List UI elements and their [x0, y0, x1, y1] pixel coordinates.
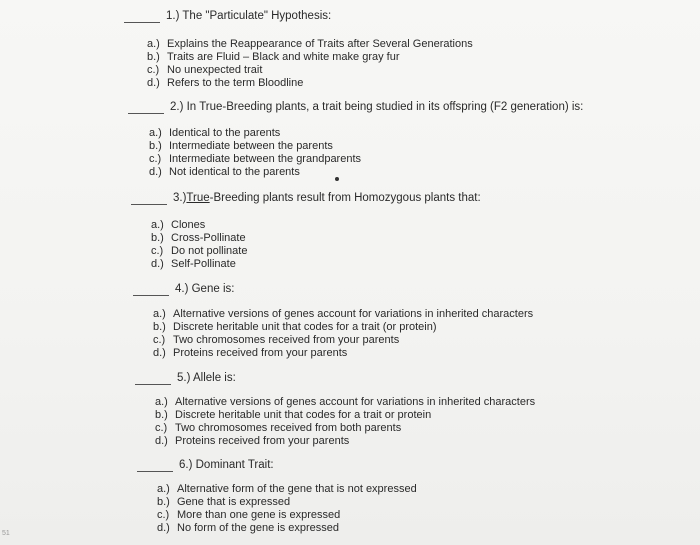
option-d — [155, 435, 535, 448]
option-d — [149, 166, 361, 179]
question-1 — [124, 10, 331, 23]
question-header — [128, 101, 583, 114]
question-header — [124, 10, 331, 23]
option-text: Proteins received from your parents — [175, 435, 350, 447]
option-b — [153, 321, 533, 334]
option-b — [149, 140, 361, 153]
question-4-options — [153, 308, 533, 360]
option-text: Explains the Reappearance of Traits after Several Generations — [167, 38, 473, 50]
option-letter: d.) — [155, 435, 168, 447]
answer-blank[interactable] — [135, 374, 171, 385]
question-text: 5.) Allele is: — [177, 372, 236, 384]
question-3-options — [151, 219, 247, 271]
question-3 — [131, 192, 481, 205]
option-text: Traits are Fluid – Black and white make gray fur — [167, 51, 400, 63]
option-letter: b.) — [149, 140, 162, 152]
option-c — [155, 422, 535, 435]
option-c — [151, 245, 247, 258]
answer-blank[interactable] — [128, 103, 164, 114]
option-d — [147, 77, 473, 90]
option-letter: a.) — [147, 38, 160, 50]
option-letter: d.) — [147, 77, 160, 89]
option-text: Alternative versions of genes account for variations in inherited characters — [173, 308, 534, 320]
option-text: Self-Pollinate — [171, 258, 236, 270]
option-letter: a.) — [153, 308, 166, 320]
question-5-options — [155, 396, 535, 448]
option-text: Alternative versions of genes account for variations in inherited characters — [175, 396, 536, 408]
option-letter: b.) — [147, 51, 160, 63]
question-text: 6.) Dominant Trait: — [179, 459, 274, 471]
option-letter: c.) — [153, 334, 166, 346]
question-header — [137, 459, 274, 472]
question-header — [135, 372, 236, 385]
option-c — [149, 153, 361, 166]
option-letter: d.) — [157, 522, 170, 534]
option-letter: a.) — [151, 219, 164, 231]
question-header — [131, 192, 481, 205]
option-c — [147, 64, 473, 77]
question-text: 4.) Gene is: — [175, 283, 235, 295]
option-letter: b.) — [153, 321, 166, 333]
answer-blank[interactable] — [131, 194, 167, 205]
option-text: Two chromosomes received from both parents — [175, 422, 402, 434]
question-6-options — [157, 483, 417, 535]
option-a — [149, 127, 361, 140]
option-text: No unexpected trait — [167, 64, 263, 76]
option-text: Discrete heritable unit that codes for a trait (or protein) — [173, 321, 437, 333]
question-text-underlined: True — [186, 192, 210, 204]
question-header — [133, 283, 234, 296]
option-letter: b.) — [151, 232, 164, 244]
option-text: Gene that is expressed — [177, 496, 291, 508]
option-text: Refers to the term Bloodline — [167, 77, 304, 89]
option-text: Clones — [171, 219, 206, 231]
question-5 — [135, 372, 236, 385]
option-text: Identical to the parents — [169, 127, 281, 139]
option-letter: a.) — [149, 127, 162, 139]
option-letter: b.) — [155, 409, 168, 421]
option-text: Discrete heritable unit that codes for a trait or protein — [175, 409, 432, 421]
option-letter: d.) — [151, 258, 164, 270]
answer-blank[interactable] — [137, 461, 173, 472]
page-number: 51 — [2, 530, 10, 537]
question-6 — [137, 459, 274, 472]
option-c — [153, 334, 533, 347]
option-letter: b.) — [157, 496, 170, 508]
option-a — [151, 219, 247, 232]
option-letter: c.) — [149, 153, 162, 165]
option-text: Proteins received from your parents — [173, 347, 348, 359]
option-letter: d.) — [153, 347, 166, 359]
answer-blank[interactable] — [124, 12, 160, 23]
option-text: Two chromosomes received from your parents — [173, 334, 400, 346]
option-a — [147, 38, 473, 51]
option-b — [157, 496, 417, 509]
answer-blank[interactable] — [133, 285, 169, 296]
option-letter: d.) — [149, 166, 162, 178]
option-a — [155, 396, 535, 409]
option-text: No form of the gene is expressed — [177, 522, 340, 534]
option-b — [155, 409, 535, 422]
option-text: More than one gene is expressed — [177, 509, 341, 521]
question-4 — [133, 283, 234, 296]
option-d — [153, 347, 533, 360]
option-c — [157, 509, 417, 522]
option-letter: c.) — [157, 509, 170, 521]
option-text: Intermediate between the parents — [169, 140, 333, 152]
option-letter: c.) — [155, 422, 168, 434]
option-text: Not identical to the parents — [169, 166, 300, 178]
option-text: Intermediate between the grandparents — [169, 153, 362, 165]
option-a — [157, 483, 417, 496]
question-number: 3.) — [173, 192, 187, 204]
question-2-options — [149, 127, 361, 179]
option-text: Cross-Pollinate — [171, 232, 246, 244]
option-letter: a.) — [157, 483, 170, 495]
option-d — [157, 522, 417, 535]
option-text: Do not pollinate — [171, 245, 248, 257]
option-letter: c.) — [147, 64, 160, 76]
question-text: 2.) In True-Breeding plants, a trait being studied in its offspring (F2 generation) is: — [170, 101, 584, 113]
stray-mark — [335, 177, 339, 181]
question-text: 1.) The "Particulate" Hypothesis: — [166, 10, 332, 22]
option-text: Alternative form of the gene that is not expressed — [177, 483, 417, 495]
option-letter: a.) — [155, 396, 168, 408]
option-b — [147, 51, 473, 64]
question-text: -Breeding plants result from Homozygous plants that: — [209, 192, 481, 204]
question-1-options — [147, 38, 473, 90]
question-2 — [128, 101, 583, 114]
option-d — [151, 258, 247, 271]
option-a — [153, 308, 533, 321]
option-letter: c.) — [151, 245, 164, 257]
option-b — [151, 232, 247, 245]
